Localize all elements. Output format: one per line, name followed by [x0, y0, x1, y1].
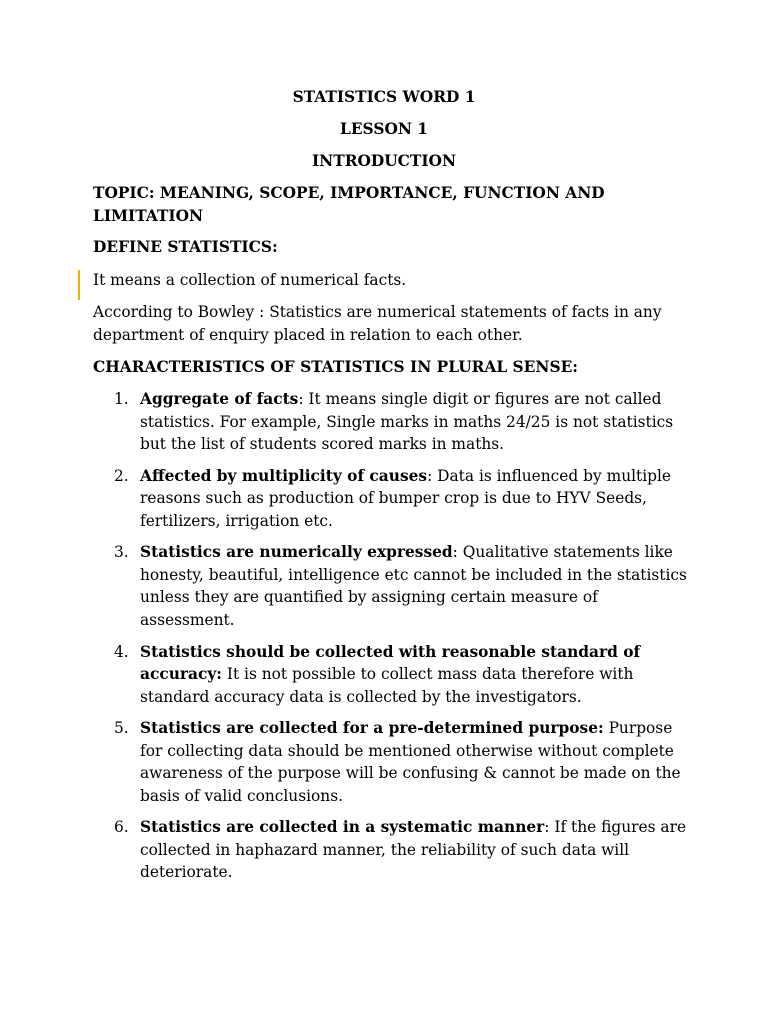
characteristic-text: : Qualitative statements like honesty, beautiful, intelligence etc cannot be included in the statistics unless they are quantified by assigning certain measure of assessment.: [140, 543, 687, 629]
characteristic-term: Statistics should be collected with reasonable standard of accuracy:: [140, 642, 641, 684]
characteristic-term: Affected by multiplicity of causes: [140, 466, 428, 485]
list-number: 5.: [114, 719, 129, 738]
text-cursor-marker: [78, 270, 80, 300]
list-number: 1.: [114, 390, 129, 408]
characteristic-text: : Data is influenced by multiple reasons such as production of bumper crop is due to HYV Seeds, fertilizers, irrigation etc.: [140, 466, 672, 530]
characteristic-term: Statistics are collected in a systematic manner: [140, 818, 545, 837]
characteristic-text: : It means single digit or figures are not called statistics. For example, Single marks in maths 24/25 is not statistics but the list of students scored marks in maths.: [140, 390, 674, 453]
list-item: [93, 641, 693, 709]
characteristic-text: : If the figures are collected in haphazard manner, the reliability of such data will deteriorate.: [140, 818, 687, 882]
define-heading: DEFINE STATISTICS:: [93, 238, 278, 256]
list-item: [93, 717, 693, 807]
characteristics-list: [93, 388, 693, 893]
characteristic-text: It is not possible to collect mass data therefore with standard accuracy data is collected by the investigators.: [140, 665, 634, 706]
lesson-heading: LESSON 1: [340, 120, 428, 138]
list-number: 3.: [114, 543, 129, 562]
bowley-definition: According to Bowley : Statistics are numerical statements of facts in any department of enquiry placed in relation to each other.: [93, 303, 662, 344]
list-item: [93, 388, 693, 456]
document-title: STATISTICS WORD 1: [292, 88, 476, 106]
list-number: 4.: [114, 642, 129, 661]
list-item: [93, 465, 693, 533]
list-number: 6.: [114, 818, 129, 837]
topic-heading: TOPIC: MEANING, SCOPE, IMPORTANCE, FUNCTION AND LIMITATION: [93, 184, 605, 225]
section-heading: INTRODUCTION: [311, 152, 457, 170]
characteristics-heading: CHARACTERISTICS OF STATISTICS IN PLURAL SENSE:: [93, 358, 578, 376]
characteristic-term: Aggregate of facts: [140, 390, 299, 408]
characteristic-term: Statistics are numerically expressed: [140, 543, 453, 562]
list-item: [93, 541, 693, 631]
characteristic-term: Statistics are collected for a pre-determined purpose:: [140, 719, 604, 738]
definition-text: It means a collection of numerical facts.: [93, 271, 407, 289]
characteristic-text: Purpose for collecting data should be mentioned otherwise without complete awareness of the purpose will be confusing & cannot be made on the basis of valid conclusions.: [140, 719, 681, 805]
list-item: [93, 816, 693, 884]
list-number: 2.: [114, 466, 129, 485]
